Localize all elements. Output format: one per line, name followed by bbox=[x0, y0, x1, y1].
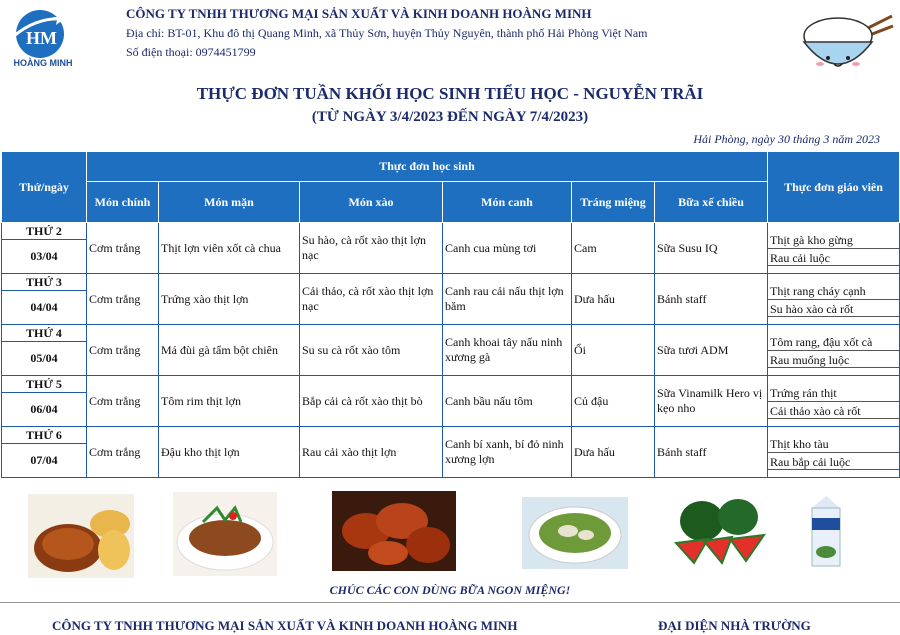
col-header-soup: Món canh bbox=[443, 182, 572, 223]
cell-main-dish: Cơm trắng bbox=[87, 376, 159, 427]
teacher-dish-1: Thịt gà kho gừng bbox=[768, 231, 899, 249]
cell-snack: Bánh staff bbox=[655, 274, 768, 325]
vegetable-soup-image bbox=[522, 497, 628, 569]
day-date: 05/04 bbox=[30, 351, 58, 365]
col-header-dessert: Tráng miệng bbox=[572, 182, 655, 223]
table-row bbox=[2, 274, 900, 325]
student-menu-header: Thực đơn học sinh bbox=[87, 152, 768, 182]
table-row bbox=[2, 427, 900, 478]
cell-stirfry-dish: Su su cà rốt xào tôm bbox=[300, 325, 443, 376]
company-name: CÔNG TY TNHH THƯƠNG MẠI SẢN XUẤT VÀ KINH DOANH HOÀNG MINH bbox=[126, 6, 592, 21]
cell-soup-dish: Canh rau cải nấu thịt lợn băm bbox=[443, 274, 572, 325]
cell-savory-dish: Thịt lợn viên xốt cà chua bbox=[159, 223, 300, 274]
cell-dessert: Cam bbox=[572, 223, 655, 274]
day-name: THỨ 6 bbox=[2, 427, 86, 444]
col-header-main: Món chính bbox=[87, 182, 159, 223]
company-phone: Số điện thoại: 0974451799 bbox=[126, 45, 256, 59]
day-date: 07/04 bbox=[30, 453, 58, 467]
fish-dish-image bbox=[173, 492, 277, 576]
cell-dessert: Dưa hấu bbox=[572, 274, 655, 325]
table-row bbox=[2, 223, 900, 274]
watermelon-image bbox=[674, 495, 766, 565]
cell-stirfry-dish: Su hào, cà rốt xào thịt lợn nạc bbox=[300, 223, 443, 274]
teacher-dish-2: Rau cải luộc bbox=[768, 249, 899, 266]
cell-dessert: Củ đậu bbox=[572, 376, 655, 427]
teacher-dish-1: Trứng rán thịt bbox=[768, 384, 899, 402]
cell-soup-dish: Canh cua mùng tơi bbox=[443, 223, 572, 274]
footer-company: CÔNG TY TNHH THƯƠNG MẠI SẢN XUẤT VÀ KINH DOANH HOÀNG MINH bbox=[52, 618, 518, 633]
cell-main-dish: Cơm trắng bbox=[87, 223, 159, 274]
cell-main-dish: Cơm trắng bbox=[87, 427, 159, 478]
weekly-menu-table bbox=[1, 151, 900, 478]
cell-soup-dish: Canh bầu nấu tôm bbox=[443, 376, 572, 427]
rice-bowl-image bbox=[790, 2, 894, 86]
cell-dessert: Dưa hấu bbox=[572, 427, 655, 478]
day-name: THỨ 3 bbox=[2, 274, 86, 291]
logo-text: HOÀNG MINH bbox=[13, 58, 73, 68]
cell-stirfry-dish: Cải thảo, cà rốt xào thịt lợn nạc bbox=[300, 274, 443, 325]
col-day-header: Thứ/ngày bbox=[2, 152, 87, 223]
teacher-dish-1: Thịt rang cháy cạnh bbox=[768, 282, 899, 300]
day-name: THỨ 2 bbox=[2, 223, 86, 240]
teacher-menu-header: Thực đơn giáo viên bbox=[768, 152, 900, 223]
company-address: Địa chỉ: BT-01, Khu đô thị Quang Minh, xã Thủy Sơn, huyện Thủy Nguyên, thành phố Hải Phòng Việt Nam bbox=[126, 26, 648, 40]
braised-meat-image bbox=[332, 491, 456, 571]
day-date: 06/04 bbox=[30, 402, 58, 416]
cell-soup-dish: Canh khoai tây nấu ninh xương gà bbox=[443, 325, 572, 376]
cell-main-dish: Cơm trắng bbox=[87, 274, 159, 325]
day-date: 03/04 bbox=[30, 249, 58, 263]
teacher-dish-2: Rau bắp cải luộc bbox=[768, 453, 899, 470]
teacher-dish-1: Thịt kho tàu bbox=[768, 435, 899, 453]
cell-stirfry-dish: Bắp cải cà rốt xào thịt bò bbox=[300, 376, 443, 427]
day-name: THỨ 4 bbox=[2, 325, 86, 342]
col-header-snack: Bữa xế chiều bbox=[655, 182, 768, 223]
footer-school-rep: ĐẠI DIỆN NHÀ TRƯỜNG bbox=[658, 618, 811, 633]
cell-soup-dish: Canh bí xanh, bí đỏ ninh xương lợn bbox=[443, 427, 572, 478]
cell-savory-dish: Đậu kho thịt lợn bbox=[159, 427, 300, 478]
svg-text:HM: HM bbox=[26, 28, 57, 48]
menu-title: THỰC ĐƠN TUẦN KHỐI HỌC SINH TIỂU HỌC - NGUYỄN TRÃI bbox=[196, 84, 704, 103]
cell-main-dish: Cơm trắng bbox=[87, 325, 159, 376]
cell-savory-dish: Má đùi gà tẩm bột chiên bbox=[159, 325, 300, 376]
teacher-dish-2: Cải thảo xào cà rốt bbox=[768, 402, 899, 419]
col-header-savory: Món mặn bbox=[159, 182, 300, 223]
cell-dessert: Ổi bbox=[572, 325, 655, 376]
closing-message: CHÚC CÁC CON DÙNG BỮA NGON MIỆNG! bbox=[329, 583, 571, 597]
soup-bread-image bbox=[28, 494, 134, 578]
day-name: THỨ 5 bbox=[2, 376, 86, 393]
day-date: 04/04 bbox=[30, 300, 58, 314]
table-row bbox=[2, 325, 900, 376]
col-header-stirfry: Món xào bbox=[300, 182, 443, 223]
place-date: Hải Phòng, ngày 30 tháng 3 năm 2023 bbox=[693, 132, 880, 146]
milk-carton-image bbox=[806, 494, 846, 568]
menu-date-range: (TỪ NGÀY 3/4/2023 ĐẾN NGÀY 7/4/2023) bbox=[311, 109, 589, 125]
teacher-dish-2: Rau muống luộc bbox=[768, 351, 899, 368]
cell-snack: Sữa Vinamilk Hero vị kẹo nho bbox=[655, 376, 768, 427]
cell-savory-dish: Trứng xào thịt lợn bbox=[159, 274, 300, 325]
cell-stirfry-dish: Rau cải xào thịt lợn bbox=[300, 427, 443, 478]
footer-divider bbox=[0, 602, 900, 603]
cell-snack: Sữa tươi ADM bbox=[655, 325, 768, 376]
table-row bbox=[2, 376, 900, 427]
cell-snack: Sữa Susu IQ bbox=[655, 223, 768, 274]
cell-savory-dish: Tôm rim thịt lợn bbox=[159, 376, 300, 427]
teacher-dish-2: Su hào xào cà rốt bbox=[768, 300, 899, 317]
teacher-dish-1: Tôm rang, đậu xốt cà bbox=[768, 333, 899, 351]
cell-snack: Bánh staff bbox=[655, 427, 768, 478]
